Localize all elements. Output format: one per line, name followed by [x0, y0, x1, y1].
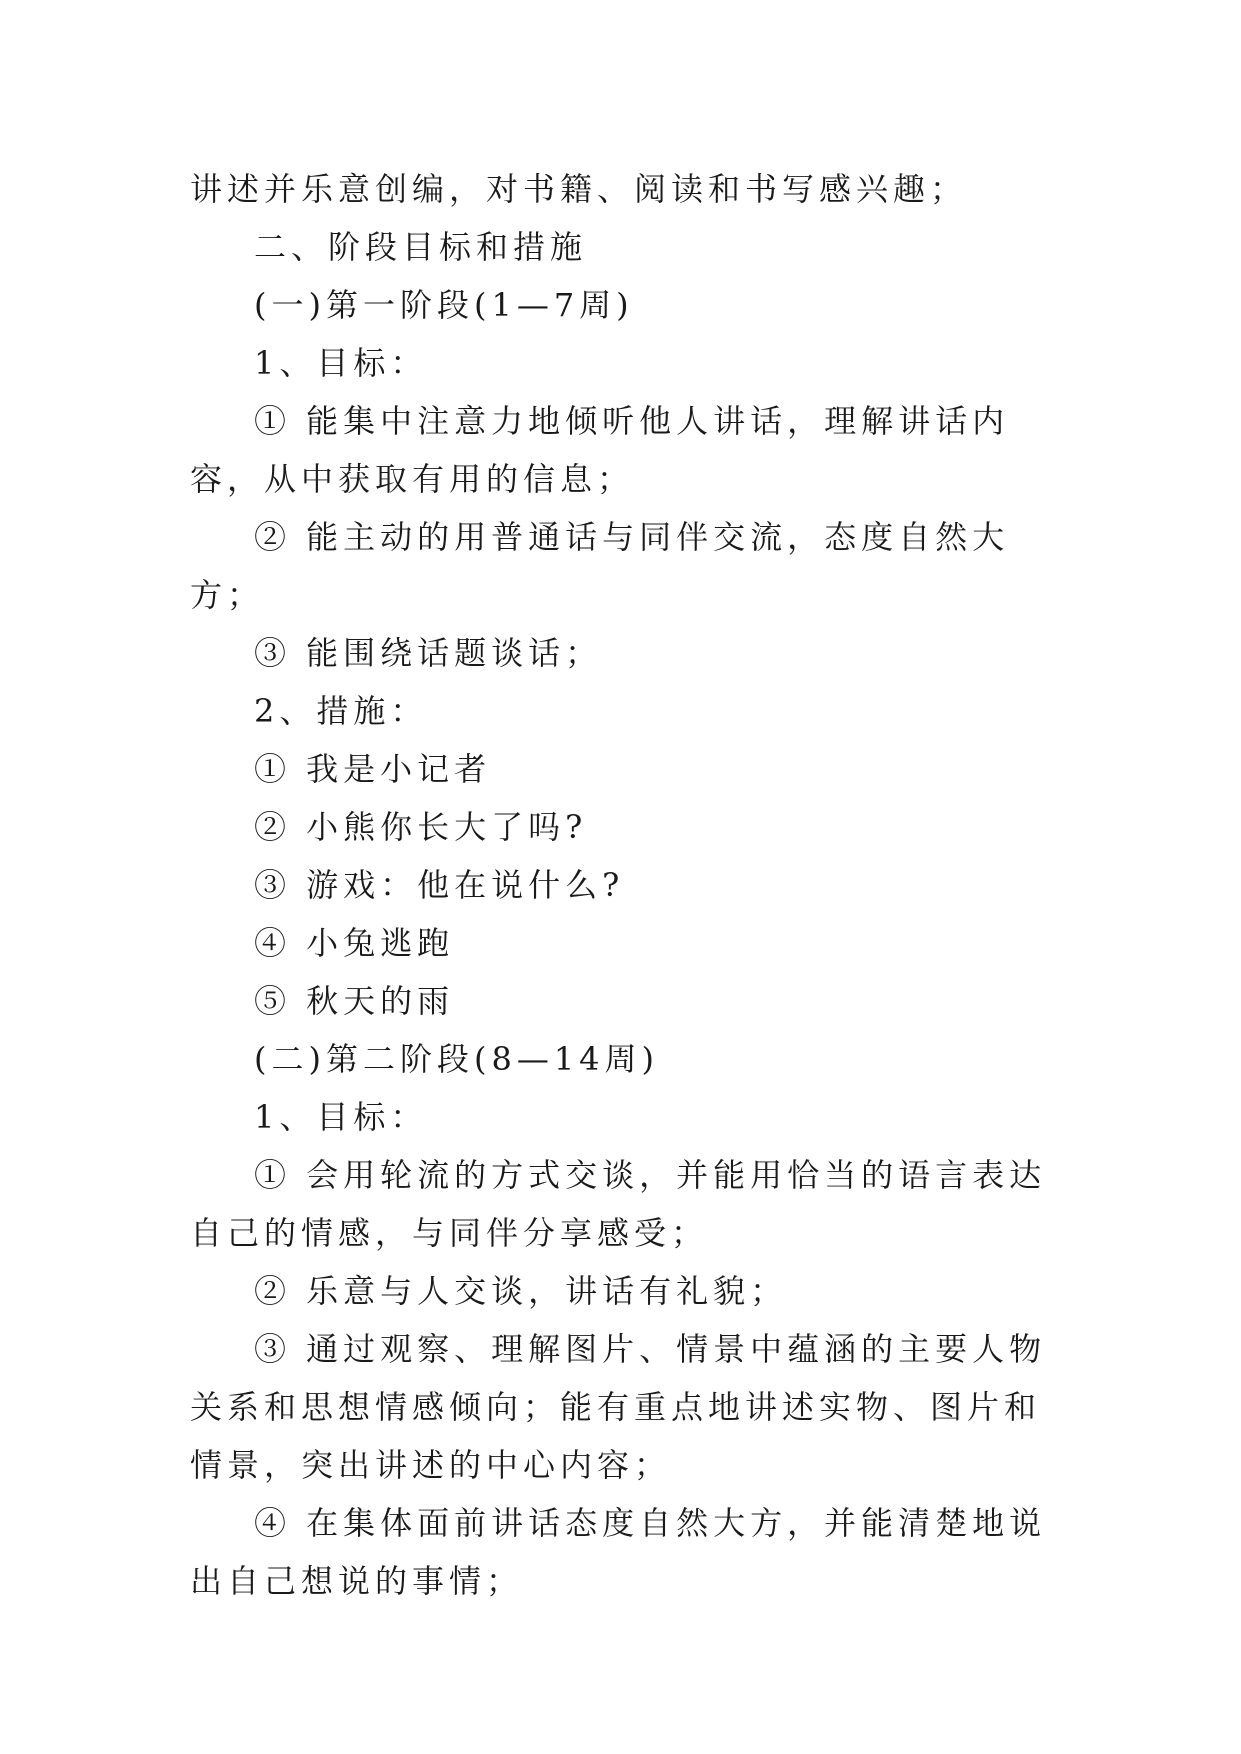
list-item: ③ 通过观察、理解图片、情景中蕴涵的主要人物关系和思想情感倾向；能有重点地讲述实物、图片和情景，突出讲述的中心内容；	[190, 1330, 1047, 1484]
measures-heading: 2、措施：	[254, 692, 428, 730]
list-item: ① 我是小记者	[254, 750, 492, 788]
list-item: ③ 能围绕话题谈话；	[254, 634, 603, 672]
list-item: ② 小熊你长大了吗?	[254, 808, 588, 846]
goals-heading: 1、目标：	[254, 344, 428, 382]
goals-heading: 1、目标：	[254, 1098, 428, 1136]
stage-heading: (二)第二阶段(8—14周)	[254, 1040, 660, 1078]
list-item: ② 乐意与人交谈，讲话有礼貌；	[254, 1272, 788, 1310]
list-item: ① 能集中注意力地倾听他人讲话，理解讲话内容，从中获取有用的信息；	[190, 402, 1010, 498]
section-heading: 二、阶段目标和措施	[254, 228, 588, 266]
document-body	[190, 160, 1060, 1610]
list-item: ④ 小兔逃跑	[254, 924, 455, 962]
list-item: ① 会用轮流的方式交谈，并能用恰当的语言表达自己的情感，与同伴分享感受；	[190, 1156, 1047, 1252]
list-item: ③ 游戏：他在说什么?	[254, 866, 625, 904]
list-item: ⑤ 秋天的雨	[254, 982, 455, 1020]
list-item: ④ 在集体面前讲话态度自然大方，并能清楚地说出自己想说的事情；	[190, 1504, 1047, 1600]
paragraph-continuation: 讲述并乐意创编，对书籍、阅读和书写感兴趣；	[190, 170, 968, 208]
stage-heading: (一)第一阶段(1—7周)	[254, 286, 634, 324]
list-item: ② 能主动的用普通话与同伴交流，态度自然大方；	[190, 518, 1010, 614]
